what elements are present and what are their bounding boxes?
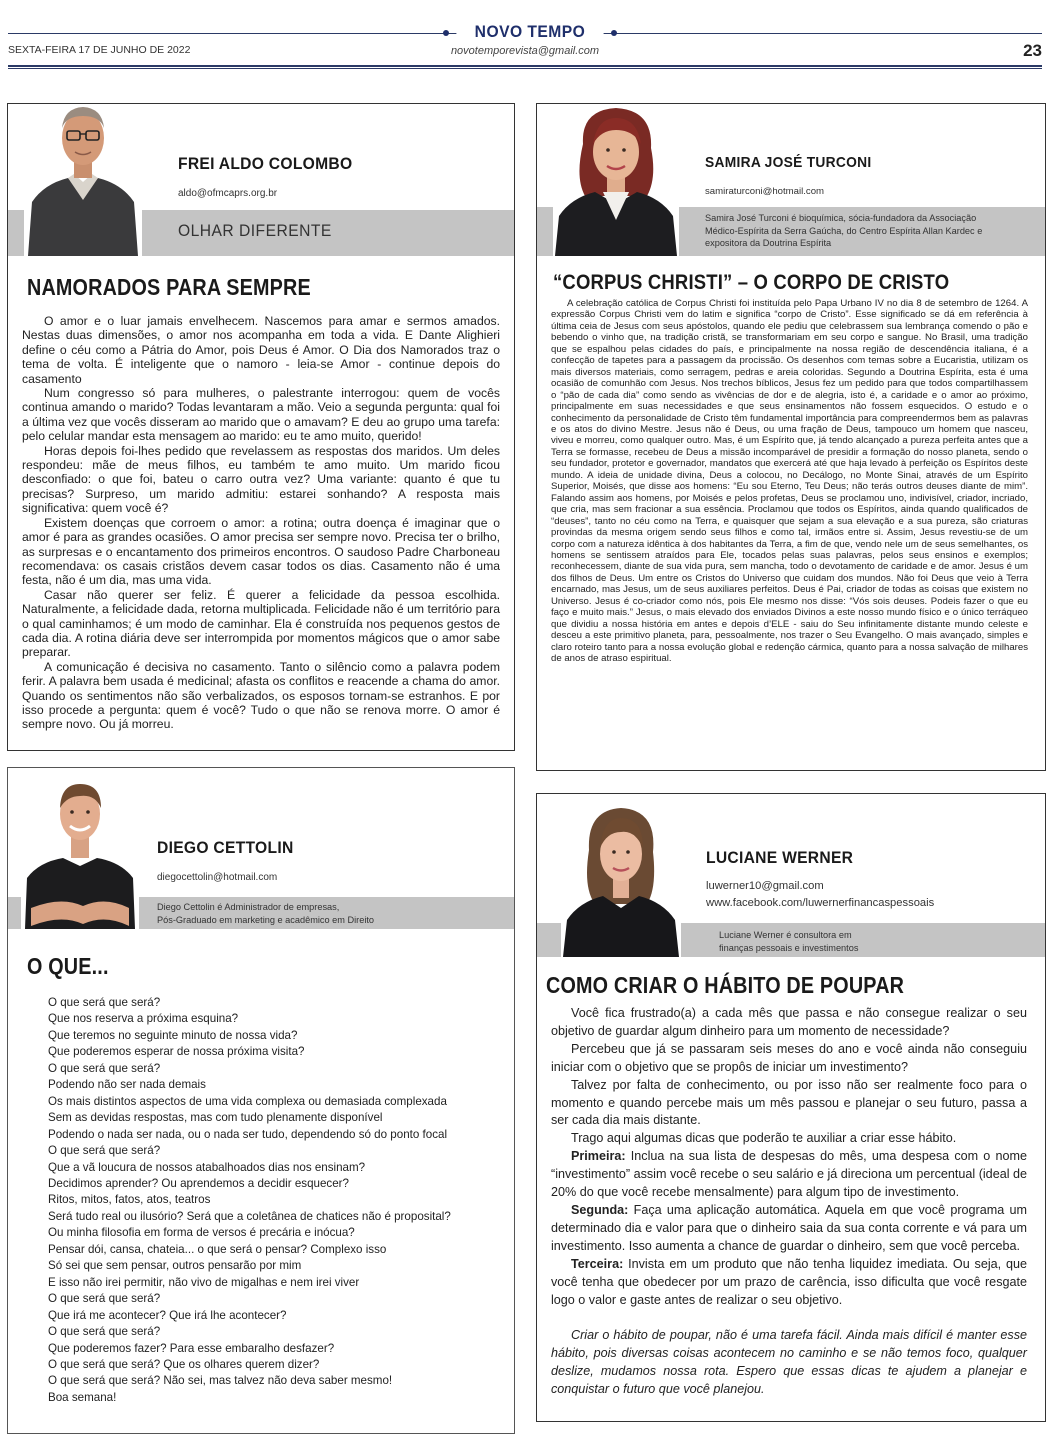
paragraph: Trago aqui algumas dicas que poderão te auxiliar a criar esse hábito. bbox=[571, 1131, 957, 1146]
article-aldo bbox=[7, 103, 515, 751]
author-email: luwerner10@gmail.com bbox=[706, 880, 824, 892]
poem-line: O que será que será? bbox=[48, 1325, 161, 1339]
newspaper-title: NOVO TEMPO bbox=[456, 22, 603, 42]
paragraph: Existem doenças que corroem o amor: a rotina; outra doença é imaginar que o amor é para as grandes ocasiões. O amor precisa ser sempre novo. Precisa ter o brilho, as surpresas e o encantamento dos primeiros encontros. O saudoso Padre Charboneau recomendava: os casais cristãos devem casar todos os dias. Casamento não é uma festa, não é um dia, mas uma vida. bbox=[22, 515, 500, 588]
article-body bbox=[551, 1005, 1027, 1399]
column-name: OLHAR DIFERENTE bbox=[178, 221, 332, 240]
masthead-dot bbox=[611, 30, 617, 36]
poem-line: Ritos, mitos, fatos, atos, teatros bbox=[48, 1193, 211, 1207]
newspaper-email: novotemporevista@gmail.com bbox=[450, 45, 600, 57]
paragraph: O amor e o luar jamais envelhecem. Nascemos para amar e sermos amados. Nestas duas dimensões, o amor nos acompanha em toda a vida. E Dante Alighieri define o céu como a Pátria do Amor, pois Deus é Amor. O Dia dos Namorados traz o tema de volta. É inteligente que o namoro - leia-se Amor - continue depois do casamento bbox=[22, 314, 500, 386]
poem-line: Podendo não ser nada demais bbox=[48, 1078, 206, 1092]
article-headline: “CORPUS CHRISTI” – O CORPO DE CRISTO bbox=[553, 270, 950, 294]
poem-line: O que será que será? bbox=[48, 1144, 161, 1158]
tip-text: Faça uma aplicação automática. Aquela em que você programa um determinado dia e valor para que o dinheiro saia da sua conta corrente e vá para um investimento. Isso aumenta a chance de guardar o dinheiro, sem que você perceba. bbox=[551, 1202, 1027, 1253]
author-email: diegocettolin@hotmail.com bbox=[157, 872, 278, 883]
article-headline: COMO CRIAR O HÁBITO DE POUPAR bbox=[546, 972, 905, 998]
paragraph: Talvez por falta de conhecimento, ou por isso não ser realmente foco para o momento e quando percebe mais um mês passou e planejar o seu futuro, passa a ser cada dia mais distante. bbox=[551, 1077, 1027, 1128]
author-bio-line: Diego Cettolin é Administrador de empresas, bbox=[157, 902, 340, 912]
poem-line: Que poderemos esperar de nossa próxima visita? bbox=[48, 1045, 305, 1059]
closing-paragraph: Criar o hábito de poupar, não é uma tarefa fácil. Ainda mais difícil é manter esse hábito, pois diversas coisas acontecem no caminho e se não temos foco, qualquer deslize, mudamos nossa rota. Espero que essas dicas te ajudem a planejar e conquistar o futuro que você planejou. bbox=[551, 1328, 1027, 1397]
poem-line: Pensar dói, cansa, chateia... o que será o pensar? Complexo isso bbox=[48, 1242, 387, 1256]
paragraph: A comunicação é decisiva no casamento. Tanto o silêncio como a palavra podem ferir. A palavra bem usada é medicinal; afasta os conflitos e reacende a chama do amor. Quando os sentimentos não são verbalizados, os esposos tornam-se estranhos. E por isso procede a pergunta: quem é você? Tudo o que não se renova morre. O amor é sempre novo. Ou já morreu. bbox=[22, 659, 500, 732]
tip-label: Primeira: bbox=[571, 1149, 626, 1164]
author-name: LUCIANE WERNER bbox=[706, 848, 854, 867]
issue-date: SEXTA-FEIRA 17 DE JUNHO DE 2022 bbox=[8, 44, 191, 56]
article-headline: NAMORADOS PARA SEMPRE bbox=[27, 274, 311, 300]
poem-line: Decidimos aprender? Ou aprendemos a decidir esquecer? bbox=[48, 1176, 349, 1190]
tip-text: Invista em um produto que não tenha liquidez imediata. Ou seja, que você tenha que obedecer por um prazo de carência, isso dificulta que você resgate logo o valor e gaste antes de realizar o seu objetivo. bbox=[551, 1256, 1027, 1307]
paragraph-tip-2 bbox=[551, 1202, 1027, 1256]
poem-line: Podendo o nada ser nada, ou o nada ser tudo, dependendo só do ponto focal bbox=[48, 1127, 448, 1141]
author-bio-line: finanças pessoais e investimentos bbox=[719, 943, 859, 953]
article-luciane bbox=[536, 793, 1046, 1422]
poem-line: Boa semana! bbox=[48, 1390, 117, 1404]
poem-line: Sem as devidas respostas, mas com tudo plenamente disponível bbox=[48, 1111, 383, 1125]
paragraph: Casar não querer ser feliz. É querer a felicidade da pessoa escolhida. Naturalmente, a felicidade dada, retorna multiplicada. Felicidade não é um território para o qual caminhamos; é um modo de caminhar. Ela é construída nos pequenos gestos de cada dia. A rotina diária deve ser interrompida por momentos mágicos que o amor sabe preparar. bbox=[22, 587, 500, 660]
article-headline: O QUE... bbox=[27, 953, 109, 979]
poem-body bbox=[48, 995, 451, 1406]
author-name: DIEGO CETTOLIN bbox=[157, 838, 294, 857]
poem-line: E isso não irei permitir, não vivo de migalhas e nem irei viver bbox=[48, 1275, 360, 1289]
paragraph: Num congresso só para mulheres, o palestrante interrogou: quem de vocês continua amando o marido? Todas levantaram a mão. Veio a segunda pergunta: qual foi a última vez que vocês disseram ao marido que o amavam? E deu ao grupo uma tarefa: pelo celular mandar esta mensagem ao marido: eu te amo muito, querido! bbox=[22, 386, 500, 444]
poem-line: O que será que será? bbox=[48, 996, 161, 1009]
poem-line: Será tudo real ou ilusório? Será que a coletânea de chatices não é proposital? bbox=[48, 1209, 451, 1223]
author-name: FREI ALDO COLOMBO bbox=[178, 154, 353, 173]
paragraph: Percebeu que já se passaram seis meses do ano e você ainda não conseguiu iniciar com o objetivo que se propôs de iniciar um investimento? bbox=[551, 1041, 1027, 1074]
masthead-rule bbox=[8, 65, 1042, 67]
poem-line: Os mais distintos aspectos de uma vida complexa ou demasiada complexada bbox=[48, 1094, 447, 1108]
tip-text: Inclua na sua lista de despesas do mês, uma despesa com o nome “investimento” assim você recebe o seu salário e já direciona um percentual (ideal de 20% do que você recebe mensalmente) para algum tipo de investimento. bbox=[551, 1149, 1028, 1200]
poem-line: Que poderemos fazer? Para esse embaralho desfazer? bbox=[48, 1341, 335, 1355]
poem-line: O que será que será? bbox=[48, 1292, 161, 1306]
poem-line: Que teremos no seguinte minuto de nossa vida? bbox=[48, 1028, 298, 1042]
page-number: 23 bbox=[1023, 41, 1042, 60]
poem-line: Que nos reserva a próxima esquina? bbox=[48, 1012, 239, 1026]
masthead-rule bbox=[8, 68, 1042, 69]
poem-line: O que será que será? Não sei, mas talvez não deva saber mesmo! bbox=[48, 1374, 393, 1388]
paragraph: A celebração católica de Corpus Christi foi instituída pelo Papa Urbano IV no dia 8 de setembro de 1264. A expressão Corpus Christi vem do latim e significa “corpo de Cristo”. Esse significado se dá em referência à última ceia de Jesus com seus apóstolos, quando ele pediu que celebrassem sua lembrança comendo o pão e bebendo o vinho que, na tradição cristã, se transformariam em seu corpo e sangue. No Brasil, uma tradição que se espalhou pelas cidades do país, e principalmente na nossa região de descendência italiana, é a confecção de tapetes para a passagem da procissão. Os desenhos com temas sobre a Eucaristia, utilizam os mais diversos materiais, como serragem, pedras e areia coloridas. Segundo a Doutrina Espírita, esta é uma ocasião de comunhão com Jesus. Nos trechos bíblicos, Jesus fez um pedido para que todos compartilhassem o “pão de cada dia” como sendo as vivências de dor e de alegria, isto é, a caridade e o amor ao próximo, principalmente em suas necessidades e que seus ensinamentos não fossem esquecidos. O estudo e o conhecimento da personalidade de Cristo têm fundamental importância para compreendermos bem as palavras e os atos do divino Mestre. Jesus não é Deus, ou uma fração de Deus, tampouco um homem que nasceu, viveu e morreu, como qualquer outro. Mas, é um Espírito que, já tendo alcançado a pureza perfeita antes que a Terra se formasse, recebeu de Deus a missão incomparável de presidir a formação do nosso planeta, sendo o seu fundador, protetor e governador, mandatos que exercerá até que haja levado à perfeição os Espíritos deste mundo. A ideia de unidade divina, Deus a colocou, no Decálogo, no Monte Sinai, através de um Espírito Superior, Moisés, que disse aos homens: “Eu sou Eterno, Teu Deus; não terás outros deuses diante de mim”. Falando assim aos homens, por Moisés e pelos profetas, Deus se proclamou uno, indivisível, criador, incriado, que cria, mas sem fracionar a sua essência. Proclamou que todos os Espíritos, ainda quando qualificados de “deuses”, tanto no céu como na Terra, e quaisquer que sejam a sua elevação e a sua pureza, são criaturas provindas da mesma origem sendo seus filhos e como tal, irmãos entre si. Assim, Jesus revestiu-se de um corpo com a natureza idêntica à dos habitantes da Terra, a fim de que, vendo nele um de seus semelhantes, os homens se sentissem atraídos para Ele, tocados pelas suas palavras, pelos seus ensinos e exemplos; reconhecessem, diante de sua vida pura, sem mancha, todo o devotamento de caridade e de amor. Jesus é um dos filhos de Deus. Um entre os Cristos do Universo que cuidam dos mundos. Não foi Deus que veio à Terra encarnado, mas Jesus, um de seus auxiliares perfeitos. Deus é Pai, criador de todas as coisas que existem no Universo. Jesus é co-criador como nós, pois Ele mesmo nos disse: “Vós sois deuses. Podeis fazer o que eu faço e muito mais.” Jesus, o mais elevado dos enviados Divinos a este nosso mundo físico e o único terráqueo que dividiu a nossa história em antes e depois d’ELE - saiu do Seu infinitamente distante mundo celeste e desceu a este primitivo planeta, para, pessoalmente, nos trazer o Seu Evangelho. O mais avançado, simples e claro roteiro tanto para a nossa evolução global e redenção cármica, quanto para a nossa salvação de milhares de anos de atraso espiritual. bbox=[551, 298, 1028, 665]
masthead-dot bbox=[443, 30, 449, 36]
poem-line: O que será que será? bbox=[48, 1061, 161, 1075]
poem-line: O que será que será? Que os olhares querem dizer? bbox=[48, 1357, 320, 1371]
article-samira bbox=[536, 103, 1046, 771]
article-body bbox=[22, 314, 500, 732]
poem-line: Que a vã loucura de nossos atabalhoados dias nos ensinam? bbox=[48, 1160, 366, 1174]
author-bio-line: Pós-Graduado em marketing e acadêmico em Direito bbox=[157, 915, 375, 925]
author-email: samiraturconi@hotmail.com bbox=[705, 186, 825, 197]
author-bio-line: Luciane Werner é consultora em bbox=[719, 930, 852, 940]
poem-line: Que irá me acontecer? Que irá lhe acontecer? bbox=[48, 1308, 287, 1322]
author-photo-diego bbox=[21, 778, 139, 929]
paragraph-tip-1 bbox=[551, 1148, 1027, 1202]
tip-label: Terceira: bbox=[571, 1256, 624, 1271]
author-photo-aldo bbox=[24, 104, 142, 256]
poem-line: Ou minha filosofia em forma de versos é precária e inócua? bbox=[48, 1226, 355, 1240]
author-bio: Samira José Turconi é bioquímica, sócia-fundadora da Associação Médico-Espírita da Serra Gaúcha, do Centro Espírita Allan Kardec e expositora da Doutrina Espírita bbox=[705, 213, 983, 248]
author-photo-luciane bbox=[561, 804, 681, 957]
author-photo-samira bbox=[553, 104, 679, 256]
paragraph: Horas depois foi-lhes pedido que revelassem as respostas dos maridos. Um deles respondeu: mãe de meus filhos, eu também te amo muito. Um marido ficou desconfiado: o que foi, bateu o carro outra vez? Uma variante: quanto é que tu precisas? Surpreso, um marido admitiu: estarei sonhando? A resposta mais significativa: quem você é? bbox=[22, 443, 500, 516]
article-body bbox=[551, 298, 1028, 665]
author-facebook-link[interactable]: www.facebook.com/luwernerfinancaspessoais bbox=[706, 897, 935, 909]
paragraph-tip-3 bbox=[551, 1256, 1027, 1310]
author-name: SAMIRA JOSÉ TURCONI bbox=[705, 154, 872, 171]
paragraph: Você fica frustrado(a) a cada mês que passa e não consegue realizar o seu objetivo de guardar algum dinheiro para um momento de necessidade? bbox=[551, 1006, 1027, 1038]
article-diego bbox=[7, 767, 515, 1434]
author-email: aldo@ofmcaprs.org.br bbox=[178, 188, 278, 199]
tip-label: Segunda: bbox=[571, 1202, 629, 1217]
poem-line: Só sei que sem pensar, outros pensarão por mim bbox=[48, 1259, 302, 1273]
